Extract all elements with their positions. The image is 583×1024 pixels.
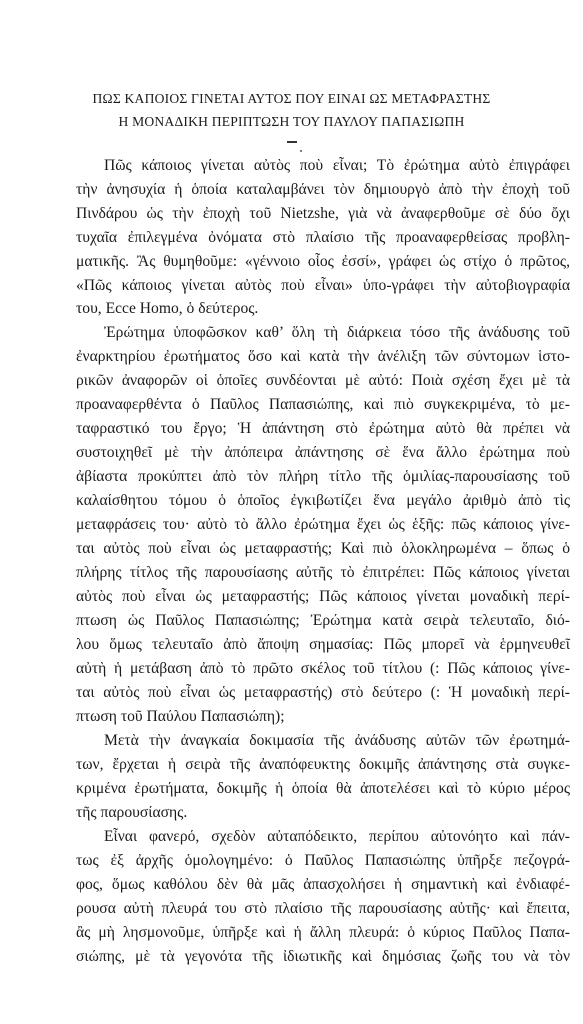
title-ornament — [287, 141, 297, 143]
text-line: των, ἔρχεται ἡ σειρὰ τῆς ἀναπόφευκτης δοκιμῆς ἀπάντησης στὰ συγκε- — [76, 756, 570, 773]
text-line: προαναφερθέντα ὁ Παῦλος Παπασιώπης, καὶ πιὸ συγκεκριμένα, τὸ με- — [76, 396, 570, 413]
text-line: συστοιχηθεῖ μὲ τὴν ἀπόπειρα ἀπάντησης σὲ ἕνα ἄλλο ἐρώτημα ποὺ — [76, 444, 570, 461]
text-line: αὐτὴ ἡ μετάβαση ἀπὸ τὸ πρῶτο σκέλος τοῦ τίτλου (: Πῶς κάποιος γίνε- — [76, 660, 570, 677]
text-line: ρουσα αὐτὴ πλευρά του στὸ πλαίσιο τῆς παρουσίασης αὐτῆς· καὶ ἔπειτα, — [76, 900, 570, 917]
text-line: Πινδάρου ὡς τὴν ἐποχὴ τοῦ Nietzshe, γιὰ νὰ ἀναφερθοῦμε σὲ δύο ὄχι — [76, 205, 570, 222]
text-line: Εἶναι φανερό, σχεδὸν αὐταπόδεικτο, περίπου αὐτονόητο καὶ πάν- — [104, 828, 570, 845]
text-line: του, Ecce Homo, ὁ δεύτερος. — [76, 300, 259, 317]
text-line: ματικῆς. Ἂς θυμηθοῦμε: «γέννοιο οἷος ἐσσί», γράφει ὡς στίχο ὁ πρῶτος, — [76, 253, 570, 270]
text-line: πτωση ὡς Παῦλος Παπασιώπης; Ἐρώτημα κατὰ σειρὰ τελευταῖο, διό- — [76, 612, 570, 629]
text-line: Πῶς κάποιος γίνεται αὐτὸς ποὺ εἶναι; Τὸ ἐρώτημα αὐτὸ ἐπιγράφει — [104, 157, 570, 174]
text-line: πτωση τοῦ Παύλου Παπασιώπη); — [76, 708, 285, 725]
text-line: καλαίσθητου τόμου ὁ ὁποῖος ἐγκιβωτίζει ἕνα μεγάλο ἀριθμὸ ἀπὸ τὶς — [76, 492, 570, 509]
text-line: κριμένα ἐρωτήματα, δοκιμῆς ἡ ὁποία θὰ ἀποτελέσει καὶ τὸ κύριο μέρος — [76, 780, 570, 797]
text-line: ἀβίαστα προκύπτει ἀπὸ τὸν πλήρη τίτλο τῆς ὁμιλίας-παρουσίασης τοῦ — [76, 468, 570, 485]
text-line: ρικῶν ἀναφορῶν οἱ ὁποῖες συνδέονται μὲ αὐτό: Ποιὰ σχέση ἔχει μὲ τὰ — [76, 372, 570, 389]
text-line: αὐτὸς ποὺ εἶναι ὡς μεταφραστής; Πῶς κάποιος γίνεται μοναδικὴ περί- — [76, 588, 570, 605]
text-line: ται αὐτὸς ποὺ εἶναι ὡς μεταφραστής) στὸ δεύτερο (: Ἡ μοναδικὴ περί- — [76, 684, 570, 701]
text-line: μεταφράσεις του· αὐτὸ τὸ ἄλλο ἐρώτημα ἔχει ὡς ἑξῆς: πῶς κάποιος γίνε- — [76, 516, 570, 533]
text-line: τὴν ἀνησυχία ἡ ὁποία καταλαμβάνει τὸν δημιουργὸ ἀπὸ τὴν ἐποχὴ τοῦ — [76, 181, 570, 198]
text-line: ἂς μὴ λησμονοῦμε, ὑπῆρξε καὶ ἡ ἄλλη πλευρά: ὁ κύριος Παῦλος Παπα- — [76, 924, 570, 941]
text-line: σιώπης, μὲ τὰ γεγονότα τῆς ἰδιωτικῆς καὶ δημόσιας ζωῆς του νὰ τὸν — [76, 948, 570, 965]
text-line: «Πῶς κάποιος γίνεται αὐτὸς ποὺ εἶναι» ὑπο-γράφει τὴν αὐτοβιογραφία — [76, 277, 570, 294]
chapter-subtitle: Η ΜΟΝΑΔΙΚΗ ΠΕΡΙΠΤΩΣΗ ΤΟΥ ΠΑΥΛΟΥ ΠΑΠΑΣΙΩΠΗ — [118, 114, 465, 129]
chapter-title: ΠΩΣ ΚΑΠΟΙΟΣ ΓΙΝΕΤΑΙ ΑΥΤΟΣ ΠΟΥ ΕΙΝΑΙ ΩΣ ΜΕΤΑΦΡΑΣΤΗΣ — [92, 91, 491, 106]
text-line: φος, ὅμως καθόλου δὲν θὰ μᾶς ἀπασχολήσει ἡ σημαντικὴ καὶ ἐνδιαφέ- — [76, 876, 570, 893]
text-line: ταφραστικό του ἔργο; Ἡ ἀπάντηση στὸ ἐρώτημα αὐτὸ θὰ πρέπει νὰ — [76, 420, 570, 437]
text-line: τως ἐξ ἀρχῆς ὁμολογημένο: ὁ Παῦλος Παπασιώπης ὑπῆρξε πεζογρά- — [76, 852, 570, 869]
title-ornament-dot — [300, 150, 302, 152]
text-line: Μετὰ τὴν ἀναγκαία δοκιμασία τῆς ἀνάδυσης αὐτῶν τῶν ἐρωτημά- — [104, 732, 570, 749]
text-line: τῆς παρουσίασης. — [76, 804, 188, 821]
text-line: ἐναρκτηρίου ἐρωτήματος ὅσο καὶ κατὰ τὴν ἀνέλιξη τῶν σύντομων ἱστο- — [76, 348, 570, 365]
text-line: Ἐρώτημα ὑποφῶσκον καθ’ ὅλη τὴ διάρκεια τόσο τῆς ἀνάδυσης τοῦ — [104, 324, 570, 341]
text-line: πλήρης τίτλος τῆς παρουσίασης αὐτῆς τὸ ἐπιτρέπει: Πῶς κάποιος γίνεται — [76, 564, 570, 581]
text-line: ται αὐτὸς ποὺ εἶναι ὡς μεταφραστής; Καὶ πιὸ ὁλοκληρωμένα – ὅπως ὁ — [76, 540, 570, 557]
text-line: λου ὅμως τελευταῖο ἀπὸ ἄποψη σημασίας: Πῶς μπορεῖ νὰ ἑρμηνευθεῖ — [76, 636, 570, 653]
text-line: τυχαῖα ἐπιλεγμένα ὀνόματα στὸ πλαίσιο τῆς προαναφερθείσας προβλη- — [76, 229, 570, 246]
